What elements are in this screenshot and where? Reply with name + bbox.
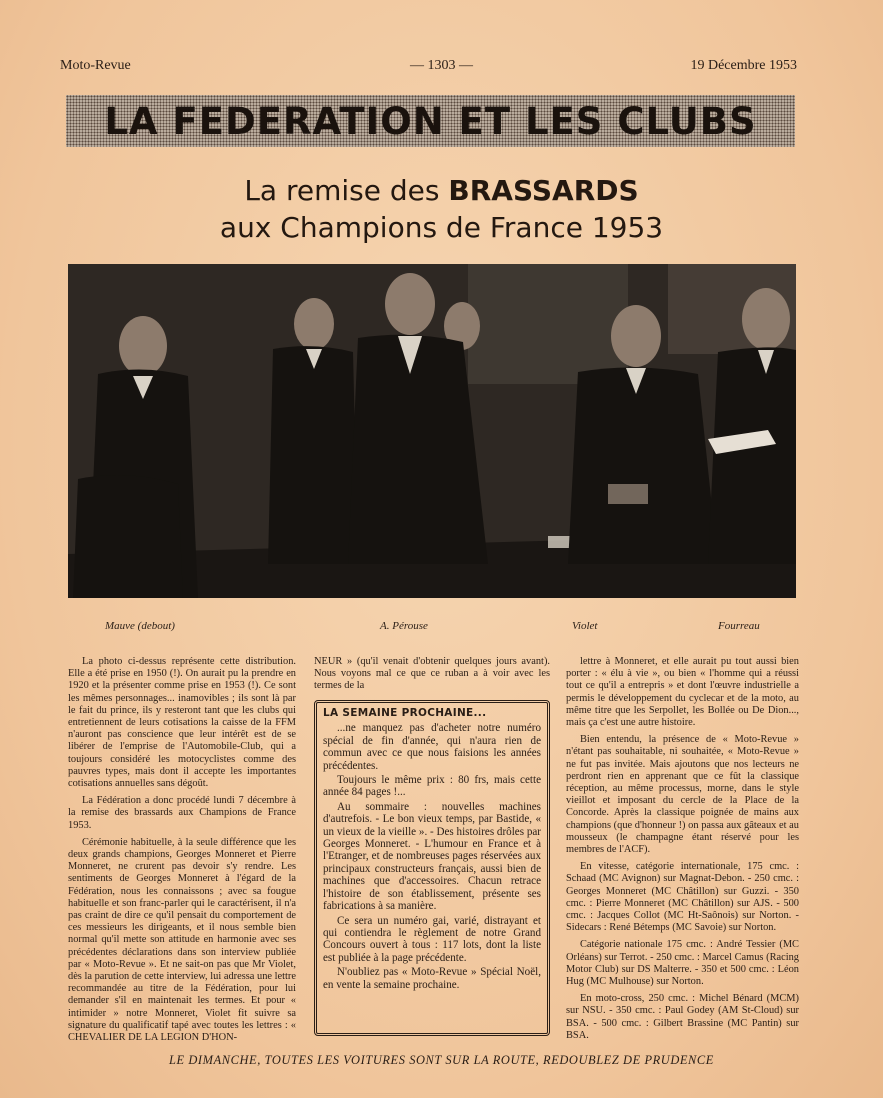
article-headline: [0, 172, 883, 246]
section-title: LA FEDERATION ET LES CLUBS: [104, 99, 757, 143]
issue-date: 19 Décembre 1953: [690, 58, 797, 73]
next-week-box: [314, 700, 550, 1036]
column-2-continuation: NEUR » (qu'il venait d'obtenir quelques jours avant). Nous voyons mal ce que ce ruban a à voir avec les termes de la: [314, 656, 550, 692]
paragraph: Catégorie nationale 175 cmc. : André Tessier (MC Orléans) sur Terrot. - 250 cmc. : Marcel Camus (Racing Motor Club) sur DS Malterre. - 350 et 500 cmc. : Léon Hug (MC Mulhouse) sur Norton.: [566, 939, 799, 988]
section-banner: [66, 95, 795, 147]
page-number: — 1303 —: [410, 58, 473, 73]
paragraph: La photo ci-dessus représente cette distribution. Elle a été prise en 1950 (!). On aurait pu la prendre en 1920 et la présenter comme prise en 1953 (!). Ce sont les mêmes personnages... inamovibles ; ils sont là par le fait du prince, ils y resteront tant que les clubs qui entretiennent de leurs cotisations la caisse de la FFM n'auront pas conscience que leur intérêt est de se libérer de l'emprise de l'Automobile-Club, qui a toujours considéré les motocyclistes comme des pauvres types, mais dont il accepte les importantes cotisations annuelles sans dégoût.: [68, 656, 296, 790]
headline-line-1: La remise des BRASSARDS: [244, 174, 639, 207]
box-title: LA SEMAINE PROCHAINE...: [323, 707, 487, 719]
box-paragraph: Toujours le même prix : 80 frs, mais cette année 84 pages !...: [323, 774, 541, 799]
magazine-name: Moto-Revue: [60, 58, 131, 73]
paragraph: En moto-cross, 250 cmc. : Michel Bénard (MCM) sur NSU. - 350 cmc. : Paul Godey (AM St-Cloud) sur BSA. - 500 cmc. : Gilbert Brassine (MC Pantin) sur BSA.: [566, 993, 799, 1041]
safety-slogan: LE DIMANCHE, TOUTES LES VOITURES SONT SUR LA ROUTE, REDOUBLEZ DE PRUDENCE: [169, 1053, 714, 1067]
headline-line-2: aux Champions de France 1953: [219, 211, 664, 244]
paragraph: Bien entendu, la présence de « Moto-Revue » n'étant pas souhaitable, ni souhaitée, « Moto-Revue » ne fut pas invitée. Mais ajoutons que nos lecteurs ne perdront rien en apprenant que ce fût la classique réception, au même processus, morne, dans le style vieillot et imposant du cercle de la Place de la Concorde. Après la classique poignée de mains aux champions (que d'honneur !) on passa aux gâteaux et au mousseux (le champagne étant réservé pour les membres de l'ACF).: [566, 734, 799, 856]
paragraph: En vitesse, catégorie internationale, 175 cmc. : Schaad (MC Avignon) sur Magnat-Debon. - 250 cmc. : Georges Monneret (MC Châtillon) sur Guzzi. - 350 cmc. : Pierre Monneret (MC Châtillon) sur AJS. - 500 cmc. : Jacques Collot (MC Ht-Saônois) sur Norton. - Sidecars : René Bétemps (MC Savoie) sur Norton.: [566, 861, 799, 934]
box-paragraph: Au sommaire : nouvelles machines d'autrefois. - Le bon vieux temps, par Bastide, « un vieux de la vieille ». - Des histoires drôles par Georges Monneret. - L'humour en France et à l'Etranger, et de nombreuses pages réservées aux principaux constructeurs français, aussi bien de machines que d'accessoires. Chacun retrace l'histoire de son établissement, présente ses fabrications à sa manière.: [323, 800, 541, 913]
box-paragraph: N'oubliez pas « Moto-Revue » Spécial Noël, en vente la semaine prochaine.: [323, 966, 541, 991]
caption-mauve: Mauve (debout): [105, 620, 175, 632]
caption-fourreau: Fourreau: [718, 620, 760, 632]
caption-perouse: A. Pérouse: [380, 620, 428, 632]
column-1: [68, 656, 296, 1049]
box-paragraph: Ce sera un numéro gai, varié, distrayant et qui contiendra le règlement de notre Grand Concours ouvert à tous : 117 lots, dont la liste est publiée à la page précédente.: [323, 914, 541, 964]
ceremony-photo: [68, 264, 796, 598]
box-paragraph: ...ne manquez pas d'acheter notre numéro spécial de fin d'année, qui n'aura rien de commun avec ce que nous faisions les années précédentes.: [323, 722, 541, 772]
paragraph: La Fédération a donc procédé lundi 7 décembre à la remise des brassards aux Champions de France 1953.: [68, 795, 296, 831]
column-3: [566, 656, 799, 1047]
paragraph: lettre à Monneret, et elle aurait pu tout aussi bien porter : « élu à vie », ou bien « l'homme qui a réussi tout ce qu'il a entrepris » et dont l'œuvre industrielle a permis le développement du cyclecar et de la moto, au même titre que les Serpollet, les Bollée ou De Dion..., mais ça c'est une autre histoire.: [566, 656, 799, 729]
paragraph: Cérémonie habituelle, à la seule différence que les deux grands champions, Georges Monneret et Pierre Monneret, ne crurent pas devoir s'y rendre. Les sentiments de Georges Monneret à l'égard de la Fédération, nous les connaissons ; avec sa fougue habituelle et son franc-parler qui le caractérisent, il n'a pas craint de dire ce qu'il pensait du comportement de ces messieurs les dirigeants, et il nous semble bien normal qu'il mette son attitude en harmonie avec ses précédentes déclarations dans son interview publiée par « Moto-Revue ». Et ne sait-on pas que Mr Violet, dès la parution de cette interview, lui adressa une lettre recommandée au titre de la Fédération, pour lui demander s'il en maintenait les termes. Et pour « intimider » notre Monneret, Violet fit suivre sa signature du qualificatif tapé avec toutes les lettres : « CHEVALIER DE LA LEGION D'HON-: [68, 836, 296, 1044]
caption-violet: Violet: [572, 620, 598, 632]
